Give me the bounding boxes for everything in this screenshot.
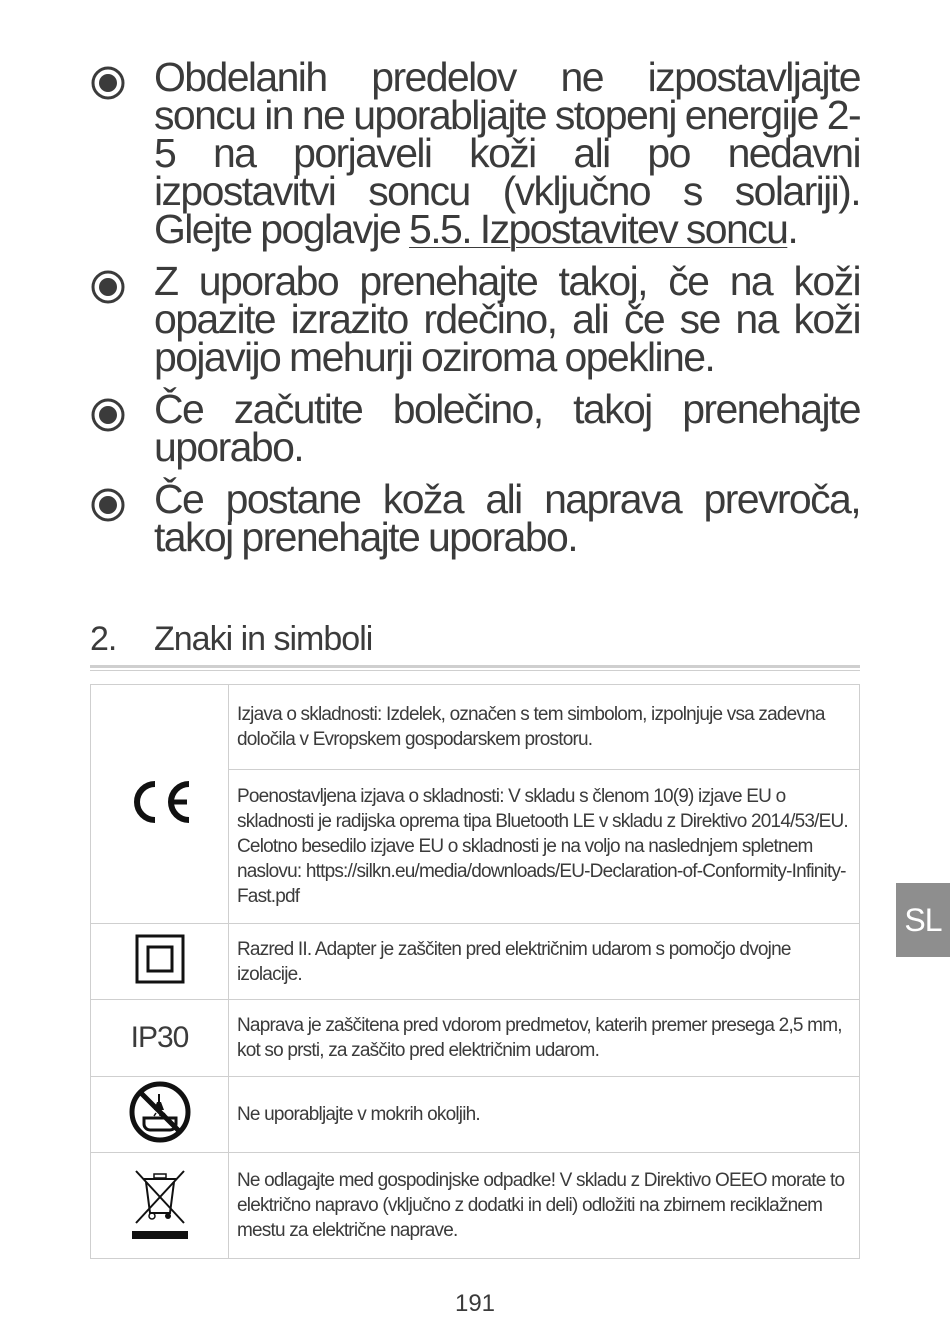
icon-cell (91, 1000, 229, 1077)
list-item-text: Obdelanih predelov ne izpostavljajte soncu in ne uporabljajte stopenj energije 2-5 na porjaveli koži ali po nedavni izpostavitvi soncu (vključno s solariji). Glejte poglavje 5.5. Izpostavitev soncu. (154, 54, 860, 252)
table-row (91, 685, 860, 770)
table-row (91, 1000, 860, 1077)
symbols-table (90, 684, 860, 1259)
warning-list (90, 54, 860, 570)
table-cell: Naprava je zaščitena pred vdorom predmetov, katerih premer presega 2,5 mm, kot so prsti, za zaščito pred električnim udarom. (229, 1000, 860, 1077)
no-water-icon (128, 1080, 192, 1144)
bullet-target-icon (90, 397, 126, 433)
icon-cell (91, 1153, 229, 1259)
icon-cell (91, 924, 229, 1000)
bullet-target-icon (90, 269, 126, 305)
list-item (90, 476, 860, 560)
list-item-text: Če začutite bolečino, takoj prenehajte uporabo. (154, 386, 860, 470)
table-cell: Ne uporabljajte v mokrih okoljih. (229, 1077, 860, 1153)
table-cell: Poenostavljena izjava o skladnosti: V skladu s členom 10(9) izjave EU o skladnosti je radijska oprema tipa Bluetooth LE v skladu z Direktivo 2014/53/EU. Celotno besedilo izjave EU o skladnosti je na voljo na naslednjem spletnem naslovu: https://silkn.eu/media/downloads/EU-Declaration-of-Conformity-Infinity-Fast.pdf (229, 770, 860, 924)
table-cell: Ne odlagajte med gospodinjske odpadke! V skladu z Direktivo OEEO morate to električno napravo (vključno z dodatki in deli) odložiti na zbirnem reciklažnem mestu za električne naprave. (229, 1153, 860, 1259)
list-item (90, 54, 860, 252)
bullet-target-icon (90, 487, 126, 523)
table-row (91, 1153, 860, 1259)
table-row (91, 924, 860, 1000)
table-cell: Razred II. Adapter je zaščiten pred električnim udarom s pomočjo dvojne izolacije. (229, 924, 860, 1000)
list-item-text: Z uporabo prenehajte takoj, če na koži opazite izrazito rdečino, ali če se na koži pojavijo mehurji oziroma opekline. (154, 258, 860, 380)
ce-mark-icon (127, 779, 193, 825)
section-link[interactable]: 5.5. Izpostavitev soncu (409, 206, 788, 252)
ip-rating-label: IP30 (130, 1021, 189, 1054)
icon-cell (91, 685, 229, 924)
class-ii-icon (135, 934, 185, 984)
icon-cell (91, 1077, 229, 1153)
page-number: 191 (454, 1290, 496, 1317)
list-item-text: Če postane koža ali naprava prevroča, takoj prenehajte uporabo. (154, 476, 860, 560)
section-title: Znaki in simboli (154, 620, 373, 658)
table-row (91, 1077, 860, 1153)
list-item (90, 386, 860, 470)
language-tab: SL (896, 883, 950, 957)
list-item (90, 258, 860, 380)
section-number: 2. (90, 620, 117, 658)
table-cell: Izjava o skladnosti: Izdelek, označen s tem simbolom, izpolnjuje vsa zadevna določila v Evropskem gospodarskem prostoru. (229, 685, 860, 770)
weee-bin-icon (128, 1163, 192, 1243)
bullet-target-icon (90, 65, 126, 101)
divider (90, 665, 860, 671)
